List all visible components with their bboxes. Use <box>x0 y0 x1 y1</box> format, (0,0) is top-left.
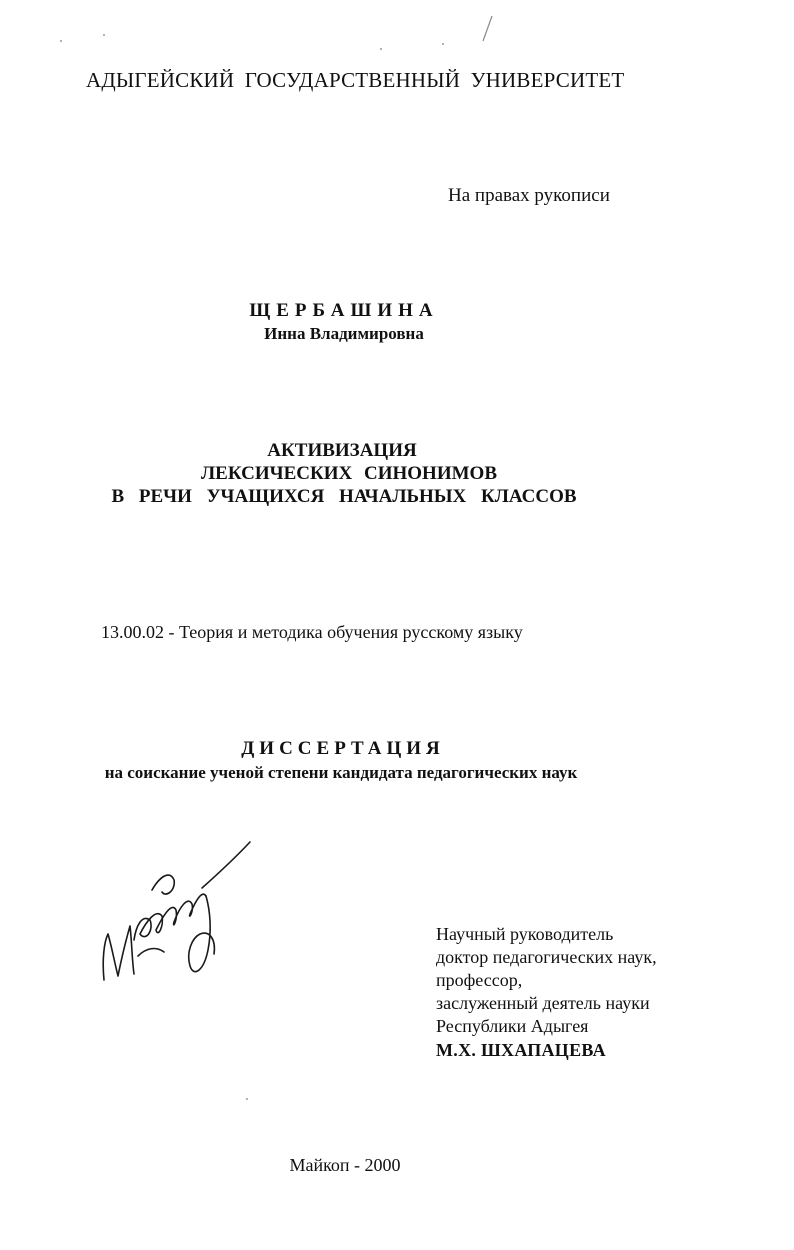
scan-speck <box>103 34 105 36</box>
advisor-degree: доктор педагогических наук, <box>436 947 657 967</box>
advisor-title: профессор, <box>436 970 523 990</box>
advisor-role: Научный руководитель <box>436 924 614 944</box>
advisor-honor: заслуженный деятель науки <box>436 993 650 1013</box>
scan-speck <box>442 43 444 45</box>
author-surname: ЩЕРБАШИНА <box>249 300 439 321</box>
title-line-2: ЛЕКСИЧЕСКИХ СИНОНИМОВ <box>201 463 497 484</box>
title-line-3: В РЕЧИ УЧАЩИХСЯ НАЧАЛЬНЫХ КЛАССОВ <box>111 486 577 507</box>
scan-mark <box>480 14 494 44</box>
degree-line: на соискание ученой степени кандидата педагогических наук <box>104 763 578 782</box>
specialty-code: 13.00.02 - Теория и методика обучения русскому языку <box>101 622 523 642</box>
scan-speck <box>246 1098 248 1100</box>
advisor-region: Республики Адыгея <box>436 1016 589 1036</box>
university-name: АДЫГЕЙСКИЙ ГОСУДАРСТВЕННЫЙ УНИВЕРСИТЕТ <box>86 68 625 92</box>
signature-image <box>90 830 270 990</box>
dissertation-label: ДИССЕРТАЦИЯ <box>241 738 445 759</box>
scan-speck <box>380 48 382 50</box>
advisor-name: М.Х. ШХАПАЦЕВА <box>436 1040 606 1060</box>
scan-speck <box>60 40 62 42</box>
author-given-names: Инна Владимировна <box>264 324 424 343</box>
manuscript-note: На правах рукописи <box>448 185 610 206</box>
city-year: Майкоп - 2000 <box>289 1155 401 1175</box>
title-line-1: АКТИВИЗАЦИЯ <box>267 440 417 461</box>
